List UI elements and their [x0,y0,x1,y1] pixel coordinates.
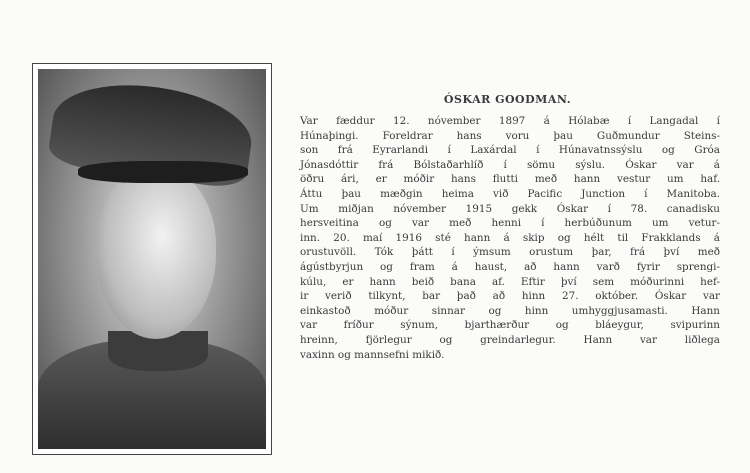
face [96,169,216,339]
cap-visor [78,161,248,183]
body-line: Var fæddur 12. nóvember 1897 á Hólabæ í Langadal í [300,115,720,127]
body-line: Áttu þau mæðgin heima við Pacific Junction í Manitoba. [300,187,720,200]
portrait-photo [38,69,266,449]
body-line: einkastoð móður sinnar og hinn umhyggjusamasti. Hann [300,304,720,317]
body-line: Um miðjan nóvember 1915 gekk Óskar í 78. canadisku [300,202,720,215]
body-line: vaxinn og mannsefni mikið. [300,348,445,361]
article-title: ÓSKAR GOODMAN. [443,93,572,106]
body-line: hersveitina og var með henni í herbúðunum um vetur- [300,217,720,230]
body-line: kúlu, er hann beið bana af. Eftir því sem móðurinni hef- [300,275,720,288]
body-line: ágústbyrjun og fram á haust, að hann varð fyrir sprengi- [300,260,720,273]
portrait-frame [32,63,272,455]
body-line: son frá Eyrarlandi í Laxárdal í Húnavatnssýslu og Gróa [300,144,720,157]
body-line: Húnaþingi. Foreldrar hans voru þau Guðmundur Steins- [300,129,720,142]
article-body [300,114,720,362]
body-line: orustuvöll. Tók þátt í ýmsum orustum þar, frá því með [300,246,720,259]
body-line: öðru ári, er móðir hans flutti með hann vestur um haf. [300,173,720,186]
body-line: var fríður sýnum, bjarthærður og bláeygur, svipurinn [300,319,720,332]
body-line: inn. 20. maí 1916 sté hann á skip og hélt til Frakklands á [300,231,720,244]
body-line: ir verið tilkynt, bar það að hinn 27. október. Óskar var [300,290,720,303]
body-line: Jónasdóttir frá Bólstaðarhlíð í sömu sýslu. Óskar var á [300,158,720,171]
body-line: hreinn, fjörlegur og greindarlegur. Hann var liðlega [300,333,720,346]
